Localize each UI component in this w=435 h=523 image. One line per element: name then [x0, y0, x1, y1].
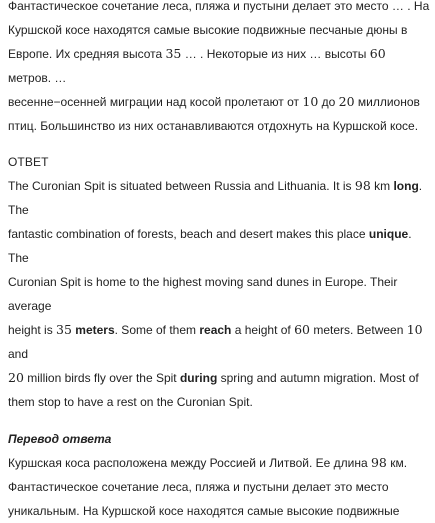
number: 98 — [370, 455, 387, 470]
answer-word: reach — [199, 323, 232, 337]
number: 10 — [302, 94, 319, 109]
text-span: км. — [386, 456, 408, 470]
text-span: The Curonian Spit is situated between Russia and Lithuania. It is — [8, 179, 355, 193]
text-span: Curonian Spit is home to the highest moving sand dunes in Europe. Their average — [8, 275, 398, 313]
text-span: метров. … — [8, 71, 67, 85]
text-span: Куршская коса расположена между Россией и Литвой. Ее длина — [8, 456, 371, 470]
text-line — [8, 90, 432, 114]
number: 98 — [354, 178, 371, 193]
text-span: a height of — [231, 323, 295, 337]
text-line — [8, 114, 432, 138]
text-span: Фантастическое сочетание леса, пляжа и пустыни делает это место … . На — [8, 0, 430, 13]
number: 20 — [338, 94, 355, 109]
text-line — [8, 499, 432, 523]
text-span: Фантастическое сочетание леса, пляжа и пустыни делает это место — [8, 480, 389, 494]
text-span: spring and autumn migration. Most of — [217, 371, 419, 385]
text-span: . Some of them — [114, 323, 200, 337]
number: 60 — [294, 322, 310, 337]
text-line — [8, 366, 432, 390]
text-span: Куршской косе находятся самые высокие подвижные песчаные дюны в — [8, 23, 408, 37]
text-span: million birds fly over the Spit — [23, 371, 180, 385]
document-page — [8, 0, 432, 523]
text-line — [8, 475, 432, 499]
answer-word: meters — [75, 323, 115, 337]
text-span: до — [318, 95, 339, 109]
text-span: fantastic combination of forests, beach and desert makes this place — [8, 227, 369, 241]
text-span: уникальным. На Куршской косе находятся самые высокие подвижные — [8, 504, 400, 518]
translation-heading: Перевод ответа — [8, 432, 112, 446]
text-span: миллионов — [354, 95, 420, 109]
text-span: . The — [8, 179, 423, 217]
text-line — [8, 270, 432, 318]
answer-word: unique — [368, 227, 409, 241]
answer-heading: ОТВЕТ — [8, 155, 49, 169]
text-line — [8, 390, 432, 414]
answer-word: during — [179, 371, 218, 385]
text-line — [8, 222, 432, 270]
answer-text — [8, 174, 432, 414]
text-span: … . Некоторые из них … высоты — [181, 47, 370, 61]
text-span: them stop to have a rest on the Curonian Spit. — [8, 395, 253, 409]
text-line — [8, 18, 432, 42]
russian-exercise-text — [8, 0, 432, 138]
text-span: . The — [8, 227, 412, 265]
answer-word: long — [393, 179, 419, 193]
text-line — [8, 318, 432, 366]
number: 20 — [8, 370, 24, 385]
number: 60 — [369, 46, 386, 61]
text-line — [8, 42, 432, 90]
text-line — [8, 174, 432, 222]
text-span: and — [8, 347, 29, 361]
number: 35 — [165, 46, 182, 61]
text-span: Европе. Их средняя высота — [8, 47, 166, 61]
text-span: height is — [8, 323, 57, 337]
text-line — [8, 0, 432, 18]
text-span: весенне−осенней миграции над косой пролетают от — [8, 95, 303, 109]
text-span: km — [370, 179, 394, 193]
number: 10 — [406, 322, 423, 337]
translation-text — [8, 451, 432, 523]
text-line — [8, 451, 432, 475]
number: 35 — [56, 322, 72, 337]
text-span: птиц. Большинство из них останавливаются отдохнуть на Куршской косе. — [8, 119, 419, 133]
text-span: meters. Between — [310, 323, 407, 337]
